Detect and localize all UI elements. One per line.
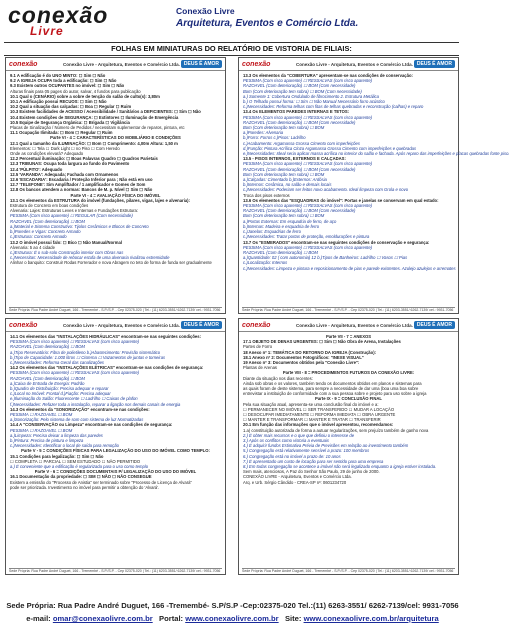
form-line: 12.8 Os bancos atendem a normas: Bancos de M. p. Nível ☐ Sim ☐ Não (10, 187, 153, 193)
form-line: RAZOAVEL (Com deterioração) ☐ BOM (Com necessidade) (243, 166, 356, 172)
form-line: c.)Necessidades: Reforma telhas com fitas de telhas quebradas e reconstrução (calhas) e reparo (243, 104, 424, 110)
page-company: Conexão Livre - Arquitetura, Eventos e Comércio Ltda. (63, 61, 180, 67)
form-line: 8.) Em todas congregação se acontece a imóvel não será legalizado enquanto a igreja estiver instalada. (243, 464, 437, 470)
form-line: a.)Material e Sistema Construtivo: Tijolos Cerâmicos e Blocos de Concreto (10, 223, 149, 229)
email-label: e-mail: (26, 614, 51, 623)
form-line: entrevistar a instituição de conformidade com a sua pessoa sobre e projeto para uso sobre a igreja (243, 391, 427, 397)
form-line: RAZOAVEL (Com deterioração) ☐ BOM (Com necessidade) (243, 208, 356, 214)
form-line: PESSIMA (Com risco aparente) ☐ REGULAR (Com necessidade) (10, 213, 133, 219)
form-line: 12.2 Percentual iluminação: ☐ Boas Palavras Quadro ☐ Quadros Parietais (10, 156, 158, 162)
page-footer: Sede Própria: Rua Padre André Duguet, 166 - Tremembé - S.P./S.P. - Cep 02375-020 | Tel.: (11) 6203-3551/ 6262-7139/ cel.: 9931-7056 (242, 569, 454, 573)
page-header (239, 319, 458, 332)
form-line: a.)Paredes: Alvenaria (243, 130, 284, 136)
form-line: 9.3 Existem outros OCUPANTES no imóvel: ☐ Sim ☐ Não (10, 83, 125, 89)
form-line: Onde as condições elevará? Adequado (10, 151, 84, 157)
form-line: 7.) É apresentado um custo de locação para ser sentido para uma empresa (243, 458, 384, 464)
form-line: 6.) Congregação está no imóvel a prazo de: 10 anos (243, 453, 341, 459)
form-line: a.)Tipo Reservatório: Fibra de polietileno b.)Abastecimento: Provisão sistemático (10, 349, 161, 355)
deus-e-amor-badge: DEUS É AMOR (414, 60, 455, 68)
form-line: 17.1 OBJETO DE DENAS URGENTES: ☐ Sim ☐ Não Obra de Arena, Instalações (243, 339, 401, 345)
form-line: a.)Quantidade: 02 ( com autonomia) 12 b.)Tipos de Banheiros: Ladrilho ☐ Vasos ☐ Pias (243, 255, 408, 261)
form-line: 11.1 Ocupação Ilimitada: ☐ Bom ☐ Regular ☐ Ruim (10, 130, 113, 136)
form-line: 9.2 A IGREJA OCUPA toda a edificação: ☐ Sim ☐ Não (10, 78, 117, 84)
form-line: 10.3 Existem facilidades de ACESSO / Acessibilidade / Sanitários a DEFICIENTES: ☐ Sim ☐ Não (10, 109, 201, 115)
form-line: Estrutura de Concreto em boas condições (10, 203, 89, 209)
form-line: Parte VIII - 8 = PROCEDIMENTOS FUTUROS DA CONEXÃO LIVRE: (282, 370, 415, 376)
form-line: Alinhar o banquito: Construir Rodas Forrerador e nova Abragem no teto de forma de funda ser gradualmente (10, 260, 212, 266)
form-line: Parte IX - 9 = CONCLUSÃO FINAL (315, 396, 382, 402)
form-line: 14.4 A "CONSERVAÇÃO ou Limpeza" encontram-se nas condições de segurança: (10, 422, 173, 428)
form-line: e.)Iluminação do Salão: Fluorescente ☐ Ladrilho ☐ Caixas de plafon (10, 396, 138, 402)
page-footer: Sede Própria: Rua Padre André Duguet, 166 - Tremembé - S.P./S.P. - Cep 02375-020 | Tel.: (11) 6203-3551/ 6262-7139/ cel.: 9931-7056 (9, 308, 221, 312)
form-line: c.)Necessidades: Tratar portas de proteção, emoldurações e pintura (243, 234, 370, 240)
portal-label: Portal: (159, 614, 184, 623)
form-line: b.)Quadro de Distribuição: Precisa adequar e reparar (10, 386, 109, 392)
form-line: 10.1 Qual o (CENÁRIO) sobre a sobre de tenção do salão de culto(s): 3,80m (10, 93, 160, 99)
form-line: CONEXÃO LIVRE - Arquitetura, Eventos e Comércio Ltda. (243, 474, 352, 480)
form-line: 13.3 Os elementos da "COBERTURA" apresentam-se nas condições de conservação: (243, 73, 413, 78)
form-line: PESSIMA ☐ RAZOAVEL ☐ BOM (10, 412, 73, 418)
form-line: RAZOAVEL (Com deterioração) ☐ BOM (Com necessidade) (243, 119, 356, 125)
form-line: Parte V - 5 = CONDIÇÕES FÍSICAS PARA LEGALIZAÇÃO DO USO DO IMÓVEL COMO TEMPLO: (21, 448, 210, 454)
form-line: 10.2 Qual a situação das calçadas: ☐ Boa ☐ Regular ☐ Ruim (10, 104, 132, 110)
form-line: Bom (Com deterioração tem sobra) ☐ BOM (243, 171, 325, 177)
form-line: 5.) Congregação está relativamente sensível a prazo: 100 membros (243, 448, 370, 454)
form-line: c.)Estrutura: É o sub-solo Construção interior com Obras nas (10, 249, 124, 255)
form-line: 12.1 Qual a tamanho da ILUMINAÇÃO: ☐ Bom ☐ Comprimento: 4,00m Altura: 1,50 m (10, 140, 178, 146)
form-line: Bom (Com deterioração tem sobra) ☐ BOM (243, 125, 325, 131)
form-line: pode ser priorizada. Investimento no imóvel para permitir a obtenção do 'Alvará'. (10, 484, 160, 490)
form-line: Partes de Forro (243, 344, 273, 350)
form-line: 4.) É adquirir fundos Estimativa Prévia de Previsões em relação ao investimento também (243, 443, 409, 449)
deus-e-amor-badge: DEUS É AMOR (181, 321, 222, 329)
miniature-page-2 (238, 57, 510, 314)
form-line: a.) É conveniente que a edificação é regularizada para o uso como templo (10, 464, 149, 470)
form-line: 12.7 'TELEFONE': Sim Ampliftador / 1 amplificador e Gomes de Som (10, 182, 146, 188)
form-line: b.)Tipo de Capacidade: 1.000 litros ☐ Cisterna ☐ Vazamentos de juntas e torneiras (10, 354, 166, 360)
form-line: b.) O Telhado possui forma: ☐ Sim ☐ Não Manual Necessário forro acústico (243, 99, 385, 105)
form-line: c.)Estrutura: Concreto Armado (10, 234, 67, 240)
form-line: ☐ COMPLETA ☐ PARCIAL ☐ SEM ESTUDADO ☐ NÃO PERMITIDO (10, 458, 141, 464)
miniature-page-1 (5, 57, 226, 314)
form-line: 16.1 Documentação da propriedade: ☐ SIM ☐ NÃO ☐ NÃO CONSEGUE (10, 474, 152, 480)
form-line: c.)Necessidades: Identificar o local de saída para remoção (10, 443, 119, 449)
form-line: 12.4 'PÚLPITO': Adequado (10, 166, 63, 172)
page-body (239, 332, 458, 487)
form-line: 1.a) constituição autorizada de forma a autuar regularizações, sem prejuízo também de ganho nova (243, 427, 429, 433)
page-logo: conexão (242, 321, 271, 329)
form-line: RAZOAVEL (Com deterioração) ☐ BOM (Com necessidade) (243, 83, 356, 89)
form-line: Parte VII - 7 = ANEXOS (325, 334, 372, 339)
form-line: a.)Calçadas: Cimentado b.)Externos: Ardósia (243, 177, 327, 183)
page-header (6, 58, 225, 71)
form-line: as quais foram de deste sistema, para sempre a necessidade de dar uma (boa uma boa sobre (243, 386, 419, 392)
page-body (6, 332, 225, 492)
form-line: RAZOAVEL (Com deterioração) ☐ BOM (243, 249, 318, 255)
deus-e-amor-badge: DEUS É AMOR (414, 321, 455, 329)
form-line: PESSIMA (Com risco aparente) ☐ RESSALVAS (com risco aparente) (243, 244, 373, 250)
form-line: RAZOAVEL (Com deterioração) ☐ BOM (10, 344, 85, 350)
page-company: Conexão Livre - Arquitetura, Eventos e Comércio Ltda. (296, 61, 413, 67)
email-link[interactable]: omar@conexaolivre.com.br (52, 614, 153, 623)
form-line: 20.1 Em função das informações que o imóvel apresentou, recomendamos: (243, 422, 394, 428)
contact-line (0, 614, 465, 623)
form-line: d.)Função: Pintura Acrílica Cinza Argamassa Grossa Cimento com imperfeições e quebradas (243, 145, 417, 151)
page-company: Conexão Livre - Arquitetura, Eventos e Comércio Ltda. (63, 322, 180, 328)
form-line: f.)Necessidades: Refazer toda a instalação, reparar a ligação nos demais canais de energia (10, 401, 181, 407)
form-line: 19 Anexo nº 3: Documentos obtidos pela "Conexão Livre": (243, 360, 360, 366)
form-line: Alvenaria: Lajes: Estruturas Leves e Internas e Fundações Estrutura: (10, 208, 139, 214)
form-line: 10.5 Equipe de Segurança Orgânica: ☐ Brigada ☐ Vigilância (10, 119, 130, 125)
page-footer: Sede Própria: Rua Padre André Duguet, 166 - Tremembé - S.P./S.P. - Cep 02375-020 | Tel.: (11) 6203-3551/ 6262-7139/ cel.: 9931-7056 (242, 308, 454, 312)
form-line: b.)Paredes e Vigas: Concreto Armado (10, 229, 81, 235)
company-logo (4, 4, 144, 40)
form-line: PESSIMA (Com risco aparente) ☐ RESSALVAS (com risco aparente) (10, 370, 140, 376)
form-line: 13.2 O imóvel possui falo: ☐ Bico ☐ Não Manual/Normal (10, 239, 122, 245)
form-line: 18.1 Anexo nº 2: Documentos Fotográficos: "INEXE VISUAL" (243, 354, 364, 360)
form-line: ☐ PERMANECER NO IMÓVEL ☐ SER TRANSFERIDO ☐ MUDAR A LOCAÇÃO (243, 406, 395, 412)
page-logo: conexão (242, 60, 271, 68)
form-line: a.)Caixa de Entrada de Energia: Padrão (10, 380, 85, 386)
site-link[interactable]: www.conexaolivre.com.br/arquitetura (303, 614, 439, 623)
form-line: Placas de Sinalização / Número de Pedidos / necessitam suplementar de reparos, pintura, etc (10, 125, 185, 131)
page-header (239, 58, 458, 71)
form-line: Alvenaria: 5 ao 4 cidade (10, 244, 55, 250)
form-line: Plantas de Arenas (243, 365, 277, 371)
miniature-page-3 (5, 318, 226, 575)
form-line: a.)Limpeza: Precisa deixar a limpeza das paredes (10, 432, 103, 438)
form-line: c.)Necessidades: Reforma Geral das canalizações (10, 360, 105, 366)
form-line: b.)Pintura: Precisa de pintura e limpeza (10, 438, 84, 444)
form-line: 14.3 Os elementos da "SONORIZAÇÃO" encontram-se nas condições: (10, 406, 150, 412)
form-line: 2.) É obter mais recursos e o que que definiu o interesse de (243, 432, 355, 438)
form-line: c.)Necessitas: Necessidade de rebocar estufa de uma alvenaria rivalizou extremidade (10, 255, 170, 261)
document-title: FOLHAS EM MINIATURAS DO RELATÓRIO DE VISTORIA DE FILIAIS: (4, 42, 459, 56)
form-line: c.)Necessidades: Poderiam ser feitos novo acabamento. Ideal limpeza com Grola e novo (243, 187, 409, 193)
logo-text: conexão (8, 2, 109, 28)
form-line: 12.3 TRIBUNAS: Ocupa toda largura ao fundo do Pavimento (10, 161, 130, 167)
page-company: Conexão Livre - Arquitetura, Eventos e Comércio Ltda. (296, 322, 413, 328)
form-line: b.)Internos: Cerâmica, no salão e demais locais (243, 182, 332, 188)
page-header (6, 319, 225, 332)
form-line: ☐ DESOCUPAR IMEDIATAMENTE ☐ REFORMA IMEDIATA ☐ OBRA URGENTE (243, 412, 396, 418)
form-line: b.)Internas: Madeira e esquadria de ferro (243, 223, 320, 229)
form-line: Parte VI - 4 = CARACTERÍSTICAS DO MOBILIÁRIO E CONDIÇÕES (50, 135, 181, 141)
form-line: 9.1 A edificação é do UNO MINTO: ☐ Sim ☐ Não (10, 73, 106, 78)
page-logo: conexão (9, 60, 38, 68)
form-line: e.)Necessidades: Ideal seria aplicar massa acrílica no interior do salão e fachada. Após reparo das imperfeições e placas quebradas fonte piso. (243, 151, 510, 157)
form-line: c.)Local no Imóvel: Frontal d.)Fiação: Precisa adequar (10, 391, 111, 397)
form-line: Diante da situação nos dias recentes: (243, 375, 313, 381)
page-body (6, 71, 225, 268)
form-line: Bom (Com deterioração tem sobra) ☐ BOM (243, 213, 325, 219)
form-line: 15.1 Condições para legalização: ☐ Sim ☐ Não (10, 453, 104, 459)
site-label: Site: (284, 614, 302, 623)
address-line: Sede Própria: Rua Padre André Duguet, 166 -Tremembé- S.P/S.P -Cep:02375-020 Tel.:(11) 6263-3551/ 6262-7139/cel: 9931-7056 (6, 601, 459, 610)
form-line: RAZOAVEL (Com deterioração) ☐ BOM (10, 218, 85, 224)
form-line: 18 Anexo nº 1: TEMÁTICA DO RETORNO DA IGREJA (Construção): (243, 349, 376, 355)
portal-link[interactable]: www.conexaolivre.com.br (185, 614, 279, 623)
form-line: 12.5 'VARANDA': Adequada; Fachada com Ornamenos (10, 171, 119, 177)
form-line: PESSIMA (Com risco aparente) ☐ RESSALVAS (com risco aparente) (243, 114, 373, 120)
form-line: Pela sua situação atual, apresenta-se uma conclusão final do imóvel e a: (243, 401, 379, 407)
form-line: Parte V - 6 = CONDIÇÕES DOCUMENTAIS P/ LEGALIZAÇÃO DO USO DO IMÓVEL (34, 469, 197, 475)
company-name: Conexão Livre (176, 6, 235, 16)
form-line: 10.4 Existem condições de SEGURANÇA: ☐ Extintores ☐ Iluminação de Emergência (10, 114, 179, 120)
form-line: a.) Somente 1: Cobertura Ondulado de fibrocimento 2. Estrutura Metálica (243, 93, 379, 99)
form-line: a.)Sonorização: Pelo sistema de som com sistema de luz Normatizadas (10, 417, 144, 423)
form-line: Arq. e Urb. Sérgio Cândido - CREA-SP nº: 0601234720 (243, 479, 347, 485)
form-line: PESSIMA (Com risco aparente) ☐ RESSALVAS (com risco aparente) (243, 203, 373, 209)
form-line: c.)Necessidades: Limpeza e pintura e reposicionamento de pias e parede existentes. Azulejo azulejos e arremates (243, 265, 456, 271)
form-line: 12.6 'ESCADARIA': Escadaria / Proteção Inferior para ; Não está em uso (10, 177, 153, 183)
form-line: c.)Acabamento: Argamassa Grossa Cimento com imperfeições (243, 140, 360, 146)
form-line: Ainda sob obras e os valores, também tendo os documentos obtidos em planos e sistemas para (243, 380, 422, 386)
form-line: PESSIMA (Com risco aparente) ☐ RESSALVAS (com risco aparente) (243, 161, 373, 167)
form-line: Alturas finais para 05 pages do autor, salvar, 4 fundos para publicação (10, 88, 141, 94)
form-line: Troca dos pisos externos (243, 192, 290, 198)
form-line: RAZOAVEL (Com deterioração) ☐ BOM (10, 375, 85, 381)
form-line: Parte VI - 4 = AVALIAÇÃO FÍSICA DO IMÓVEL (70, 192, 161, 198)
deus-e-amor-badge: DEUS É AMOR (181, 60, 222, 68)
form-line: 10.1 A edificação possui RECUOS: ☐ Sim ☐ Não (10, 99, 107, 105)
form-line: b.)Forro: Forros c.)Pisos: Ladrilho (243, 135, 306, 141)
form-line: Sem mais, atenciosos, A Paz do Senhor São Paulo, 29 de junho de 2000. (243, 469, 380, 475)
form-line: PESSIMA ☐ RAZOAVEL ☐ BOM (10, 427, 73, 433)
form-line: PESSIMA (Com risco aparente) ☐ RESSALVAS (com risco aparente) (10, 339, 140, 345)
page-logo: conexão (9, 321, 38, 329)
form-line: 13.6 Os elementos das "ESQUADRIAS do imóvel": Portas e janelas se conservam em qual estado: (243, 197, 439, 203)
form-line: Existem a emissão do "Processo de Anistia" ser terminado sobre "Processo de Licença de Alvará" (10, 479, 192, 485)
page-body (239, 71, 510, 273)
form-line: c.)Janelas: Esquadrias de ferro (243, 229, 301, 235)
form-line: 14.1 Os elementos das "INSTALAÇÕES HIDRÁULICAS" encontram-se nas seguintes condições: (10, 334, 201, 339)
company-subtitle: Arquitetura, Eventos e Comércio Ltda. (176, 18, 359, 29)
form-line: 3.) Após os conflitos como vistoria a eventuais (243, 438, 329, 444)
form-line: 14.2 Os elementos das "INSTALAÇÕES ELÉTRICAS" encontram-se nas condições de segurança: (10, 365, 204, 371)
form-line: Bom (Com deterioração tem sobra) ☐ BOM (Com necessidade) (243, 88, 362, 94)
form-line: 13.1 Os elementos da ESTRUTURA do imóvel (fundações, pilares, vigas, lajes e alvenaria): (10, 197, 190, 203)
form-line: 13.4 Os ELEMENTOS PAREDES INTERNAS E TETOS: (243, 109, 350, 115)
logo-tag: Livre (30, 24, 64, 38)
form-line: 13.7 Os "ESMERADOS" encontram-se nas seguintes condições de conservação e segurança: (243, 239, 430, 245)
miniature-page-4 (238, 318, 459, 575)
page-footer: Sede Própria: Rua Padre André Duguet, 166 - Tremembé - S.P./S.P. - Cep 02375-020 | Tel.: (11) 6203-3551/ 6262-7139/ cel.: 9931-7056 (9, 569, 221, 573)
form-line: Elementos: ☐ Tela ☐ Dark Light ☐ no Piso ☐ Com Heredo (10, 145, 120, 151)
form-line: 13.5 - PISOS INTERNOS, EXTERNOS E CALÇADAS: (243, 156, 346, 162)
form-line: a.)Portas Externas: Em esquadria de ferro, de aço (243, 218, 337, 224)
form-line: PESSIMA (Com risco aparente) ☐ RESSALVAS (com risco aparente) (243, 78, 373, 84)
form-line: ☐ MANTER E TRANSFORMAR ☐ MANTER E TRATAR ☐ TRANSFERIR (243, 417, 381, 423)
form-line: c.)Localização: Internos (243, 260, 288, 266)
